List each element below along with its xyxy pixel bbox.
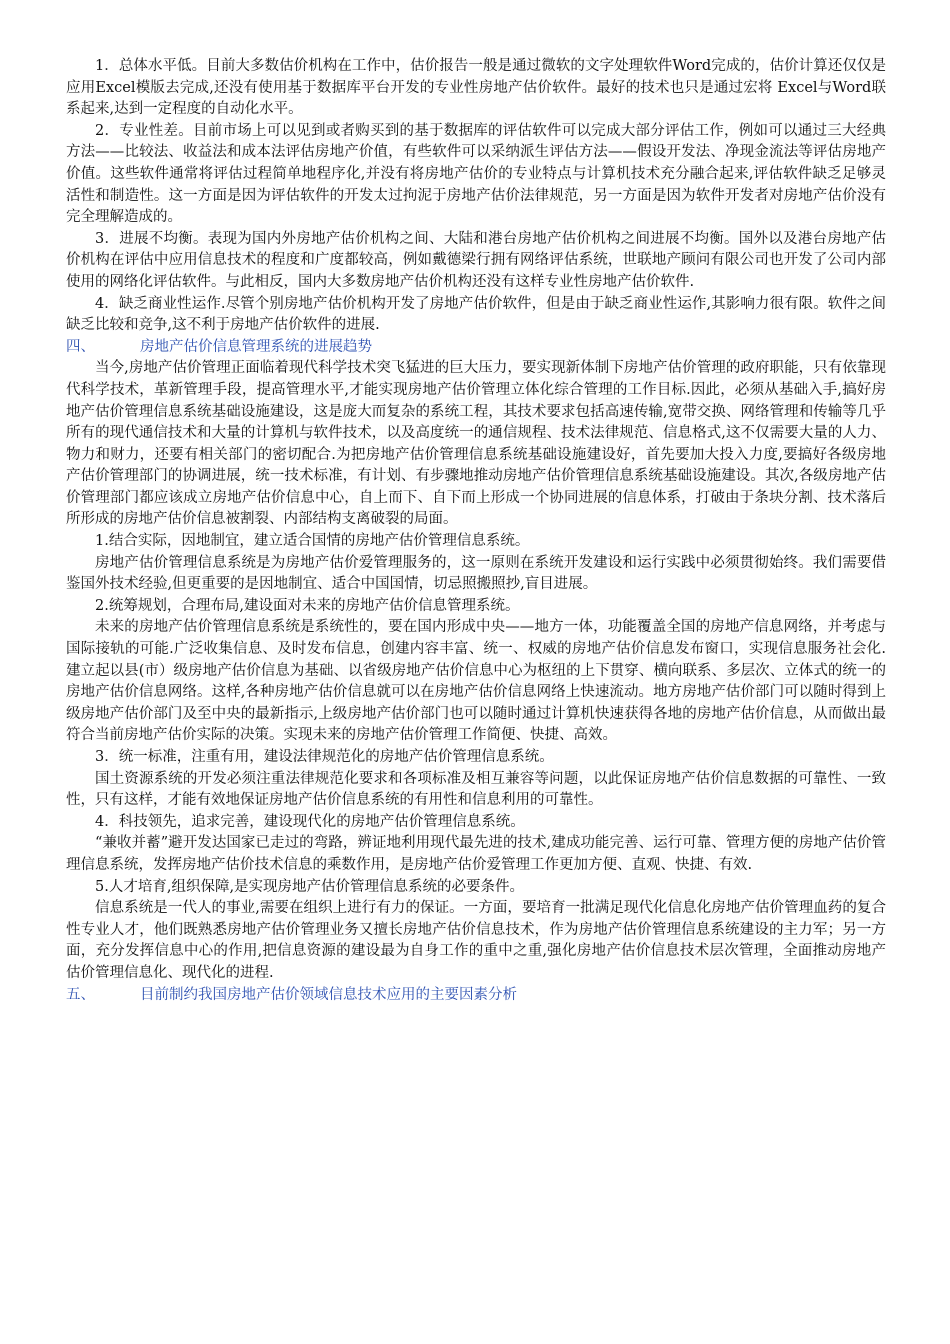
subheading: 3．统一标准，注重有用，建设法律规范化的房地产估价管理信息系统。 bbox=[95, 749, 554, 765]
paragraph: 当今,房地产估价管理正面临着现代科学技术突飞猛进的巨大压力，要实现新体制下房地产估价管理的政府职能，只有依靠现代科学技术，革新管理手段，提高管理水平,才能实现房地产估价管理立体化综合管理的工作目标.因此，必须从基础入手,搞好房地产估价管理信息系统基础设施建设，这是庞大而复杂的系统工程，其技术要求包括高速传输,宽带交换、网络管理和传输等几乎所有的现代通信技术和大量的计算机与软件技术，以及高度统一的通信规程、技术法律规范、信息格式,这不仅需要大量的人力、物力和财力，还要有相关部门的密切配合.为把房地产估价管理信息系统基础设施建设好，首先要加大投入力度,要搞好各级房地产估价管理部门的协调进展，统一技术标准，有计划、有步骤地推动房地产估价管理信息系统基础设施建设。其次,各级房地产估价管理部门都应该成立房地产估价信息中心，自上而下、自下而上形成一个协同进展的信息体系，打破由于条块分割、技术落后所形成的房地产估价信息被割裂、内部结构支离破裂的局面。 bbox=[66, 360, 886, 528]
document-page bbox=[66, 56, 886, 1006]
paragraph: 未来的房地产估价管理信息系统是系统性的，要在国内形成中央——地方一体，功能覆盖全国的房地产信息网络，并考虑与国际接轨的可能.广泛收集信息、及时发布信息，创建内容丰富、统一、权威的房地产估价信息发布窗口，实现信息服务社会化.建立起以县(市）级房地产估价信息为基础、以省级房地产估价信息中心为枢纽的上下贯穿、横向联系、多层次、立体式的统一的房地产估价信息网络。这样,各种房地产估价信息就可以在房地产估价信息网络上快速流动。地方房地产估价部门可以随时得到上级房地产估价部门及至中央的最新指示,上级房地产估价部门也可以随时通过计算机快速获得各地的房地产估价信息，从而做出最符合当前房地产估价实际的决策。实现未来的房地产估价管理工作简便、快捷、高效。 bbox=[66, 619, 886, 744]
paragraph: 房地产估价管理信息系统是为房地产估价爱管理服务的，这一原则在系统开发建设和运行实践中必须贯彻始终。我们需要借鉴国外技术经验,但更重要的是因地制宜、适合中国国情，切忌照搬照抄,盲目进展。 bbox=[66, 554, 886, 593]
paragraph: 1．总体水平低。目前大多数估价机构在工作中，估价报告一般是通过微软的文字处理软件Word完成的，估价计算还仅仅是应用Excel模版去完成,还没有使用基于数据库平台开发的专业性房地产估价软件。最好的技术也只是通过宏将 Excel与Word联系起来,达到一定程度的自动化水平。 bbox=[66, 58, 886, 118]
subheading: 5.人才培育,组织保障,是实现房地产估价管理信息系统的必要条件。 bbox=[95, 878, 525, 895]
paragraph: “兼收并蓄”避开发达国家已走过的弯路，辨证地利用现代最先进的技术,建成功能完善、运行可靠、管理方便的房地产估价管理信息系统，发挥房地产估价技术信息的乘数作用，是房地产估价爱管理工作更加方便、直观、快捷、有效. bbox=[66, 835, 886, 873]
paragraph: 2．专业性差。目前市场上可以见到或者购买到的基于数据库的评估软件可以完成大部分评估工作，例如可以通过三大经典方法——比较法、收益法和成本法评估房地产价值，有些软件可以采纳派生评估方法——假设开发法、净现金流法等评估房地产价值。这些软件通常将评估过程简单地程序化,并没有将房地产估价的专业特点与计算机技术充分融合起来,评估软件缺乏足够灵活性和制造性。这一方面是因为评估软件的开发太过拘泥于房地产估价法律规范，另一方面是因为软件开发者对房地产估价没有完全理解造成的。 bbox=[66, 122, 886, 226]
section-title: 房地产估价信息管理系统的进展趋势 bbox=[140, 338, 372, 355]
section-heading-5 bbox=[66, 985, 886, 1007]
paragraph: 4．缺乏商业性运作.尽管个别房地产估价机构开发了房地产估价软件，但是由于缺乏商业性运作,其影响力很有限。软件之间缺乏比较和竞争,这不利于房地产估价软件的进展. bbox=[66, 295, 886, 334]
paragraph: 3．进展不均衡。表现为国内外房地产估价机构之间、大陆和港台房地产估价机构之间进展不均衡。国外以及港台房地产估价机构在评估中应用信息技术的程度和广度都较高，例如戴德梁行拥有网络评估系统，世联地产顾问有限公司也开发了公司内部使用的网络化评估软件。与此相反，国内大多数房地产估价机构还没有这样专业性房地产估价软件. bbox=[66, 230, 886, 290]
paragraph: 信息系统是一代人的事业,需要在组织上进行有力的保证。一方面，要培育一批满足现代化信息化房地产估价管理血药的复合性专业人才，他们既熟悉房地产估价管理业务又擅长房地产估价信息技术，作为房地产估价管理信息系统建设的主力军；另一方面，充分发挥信息中心的作用,把信息资源的建设最为自身工作的重中之重,强化房地产估价信息技术层次管理，全面推动房地产估价管理信息化、现代化的进程. bbox=[66, 900, 886, 981]
subheading: 2.统筹规划，合理布局,建设面对未来的房地产估价信息管理系统。 bbox=[95, 597, 520, 614]
subheading: 1.结合实际，因地制宜，建立适合国情的房地产估价管理信息系统。 bbox=[95, 533, 530, 550]
section-heading-4 bbox=[66, 337, 886, 359]
subheading: 4．科技领先，追求完善，建设现代化的房地产估价管理信息系统。 bbox=[95, 813, 525, 830]
section-number: 四、 bbox=[66, 338, 95, 355]
section-title: 目前制约我国房地产估价领域信息技术应用的主要因素分析 bbox=[140, 986, 517, 1003]
section-number: 五、 bbox=[66, 986, 95, 1003]
paragraph: 国土资源系统的开发必须注重法律规范化要求和各项标准及相互兼容等问题，以此保证房地产估价信息数据的可靠性、一致性，只有这样，才能有效地保证房地产估价信息系统的有用性和信息利用的可靠性。 bbox=[66, 770, 886, 809]
